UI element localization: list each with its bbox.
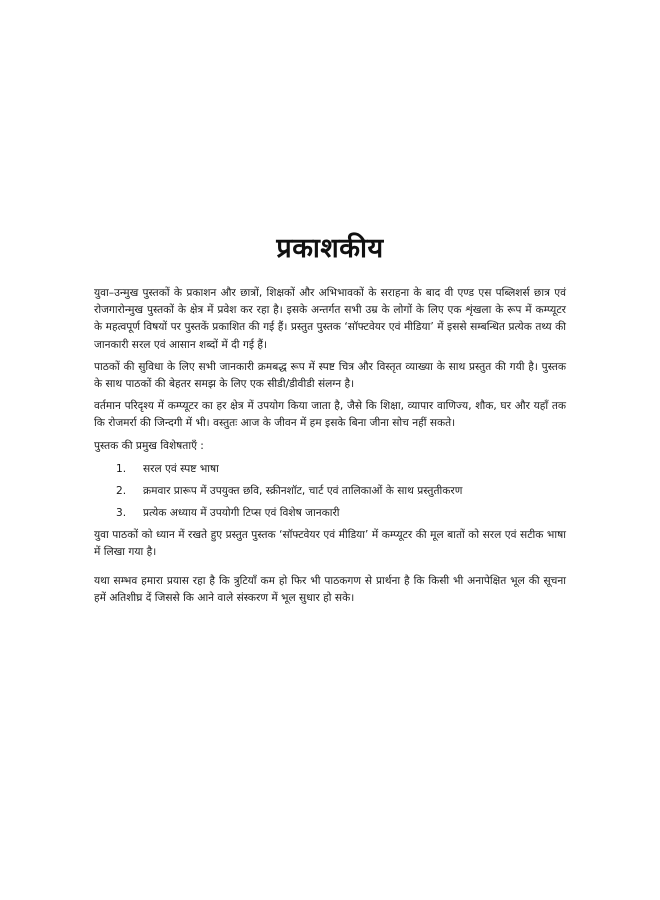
list-item-text: प्रत्येक अध्याय में उपयोगी टिप्स एवं विशेष जानकारी [143, 506, 340, 519]
paragraph-errata-request: यथा सम्भव हमारा प्रयास रहा है कि त्रुटियाँ कम हो फिर भी पाठकगण से प्रार्थना है कि किसी भी अनापेक्षित भूल की सूचना हमें अतिशीघ्र दें जिससे कि आने वाले संस्करण में भूल सुधार हो सके। [94, 575, 566, 605]
paragraph-current-scenario: वर्तमान परिदृश्य में कम्प्यूटर का हर क्षेत्र में उपयोग किया जाता है, जैसे कि शिक्षा, व्यापार वाणिज्य, शौक, घर और यहाँ तक कि रोजमर्रा की जिन्दगी में भी। वस्तुतः आज के जीवन में हम इसके बिना जीना सोच नहीं सकते। [94, 400, 566, 430]
list-item-number: 1. [116, 462, 127, 475]
list-item-number: 2. [116, 484, 127, 497]
features-heading: पुस्तक की प्रमुख विशेषताएँ : [94, 439, 204, 452]
paragraph-young-readers: युवा पाठकों को ध्यान में रखते हुए प्रस्तुत पुस्तक ‘सॉफ्टवेयर एवं मीडिया’ में कम्प्यूटर की मूल बातों को सरल एवं सटीक भाषा में लिखा गया है। [94, 528, 566, 559]
features-list [94, 461, 566, 522]
page-title: प्रकाशकीय [276, 233, 384, 264]
list-item [116, 483, 566, 500]
list-item [116, 505, 566, 522]
list-item-number: 3. [116, 506, 127, 519]
list-item [116, 461, 566, 478]
body-text [94, 285, 566, 613]
list-item-text: सरल एवं स्पष्ट भाषा [143, 462, 219, 475]
list-item-text: क्रमवार प्रारूप में उपयुक्त छवि, स्क्रीनशॉट, चार्ट एवं तालिकाओं के साथ प्रस्तुतीकरण [143, 484, 463, 497]
paragraph-intro: युवा–उन्मुख पुस्तकों के प्रकाशन और छात्रों, शिक्षकों और अभिभावकों के सराहना के बाद वी एण्ड एस पब्लिशर्स छात्र एवं रोजगारोन्मुख पुस्तकों के क्षेत्र में प्रवेश कर रहा है। इसके अन्तर्गत सभी उम्र के लोगों के लिए एक शृंखला के रूप में कम्प्यूटर के महत्वपूर्ण विषयों पर पुस्तकें प्रकाशित की गई हैं। प्रस्तुत पुस्तक ‘सॉफ्टवेयर एवं मीडिया’ में इससे सम्बन्धित प्रत्येक तथ्य की जानकारी सरल एवं आसान शब्दों में दी गई हैं। [94, 287, 566, 351]
paragraph-convenience: पाठकों की सुविधा के लिए सभी जानकारी क्रमबद्ध रूप में स्पष्ट चित्र और विस्तृत व्याख्या के साथ प्रस्तुत की गयी है। पुस्तक के साथ पाठकों की बेहतर समझ के लिए एक सीडी/डीवीडी संलग्न है। [94, 360, 566, 391]
